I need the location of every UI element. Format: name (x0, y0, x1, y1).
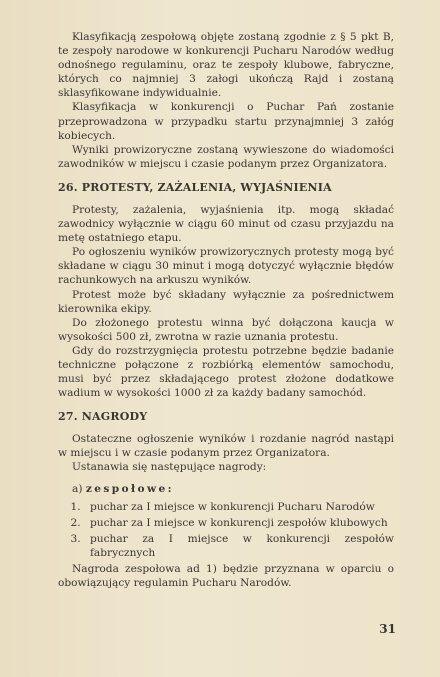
list-item: 2. puchar za I miejsce w konkurencji zespołów klubowych (84, 516, 394, 530)
section-26-paragraph: Protest może być składany wyłącznie za pośrednictwem kierownika ekipy. (58, 288, 394, 315)
section-26-paragraph: Do złożonego protestu winna być dołączona kaucja w wysokości 500 zł, zwrotna w razie uznania protestu. (58, 316, 394, 343)
section-27-paragraph: Ostateczne ogłoszenie wyników i rozdanie nagród nastąpi w miejscu i w czasie podanym przez Organizatora. (58, 433, 394, 460)
section-27-paragraph: Ustanawia się następujące nagrody: (72, 461, 267, 474)
page-number: 31 (379, 622, 396, 636)
section-26-paragraph: Protesty, zażalenia, wyjaśnienia itp. mogą składać zawodnicy wyłącznie w ciągu 60 minut od czasu przyjazdu na metę ostatniego etapu. (58, 203, 394, 245)
paragraph-provisional-results: Wyniki prowizoryczne zostaną wywieszone do wiadomości zawodników w miejscu i czasie podanym przez Organizatora. (58, 143, 394, 170)
subsection-title: zespołowe: (85, 482, 174, 495)
section-26-paragraph: Po ogłoszeniu wyników prowizorycznych protesty mogą być składane w ciągu 30 minut i mogą dotyczyć wyłącznie błędów rachunkowych na arkuszu wyników. (58, 246, 394, 287)
paragraph-team-classification: Klasyfikacją zespołową objęte zostaną zgodnie z § 5 pkt B, te zespoły narodowe w konkurencji Pucharu Narodów według odnośnego regulaminu, oraz te zespoły klubowe, fabryczne, których co najmniej 3 załogi ukończą Rajd i zostaną sklasyfikowane indywidualnie. (58, 31, 394, 100)
paragraph-ladies-cup: Klasyfikacja w konkurencji o Puchar Pań zostanie przeprowadzona w przypadku startu przynajmniej 3 załóg kobiecych. (58, 101, 394, 142)
section-27-closing: Nagroda zespołowa ad 1) będzie przyznana w oparciu o obowiązujący regulamin Pucharu Narodów. (58, 562, 394, 589)
section-26-paragraph: Gdy do rozstrzygnięcia protestu potrzebne będzie badanie techniczne połączone z rozbiórką elementów samochodu, musi być przez składającego protest złożone dodatkowe wadium w wysokości 1000 zł za każdy badany samochód. (58, 344, 394, 400)
section-26-heading: 26. PROTESTY, ZAŻALENIA, WYJAŚNIENIA (58, 180, 332, 194)
prize-subsection-label (72, 482, 394, 496)
list-item: 3. puchar za I miejsce w konkurencji zespołów fabrycznych (84, 532, 394, 560)
list-item: 1. puchar za I miejsce w konkurencji Pucharu Narodów (84, 500, 394, 514)
prize-list (58, 500, 394, 560)
subsection-prefix: a) (72, 482, 83, 495)
section-27-heading: 27. NAGRODY (58, 410, 148, 424)
